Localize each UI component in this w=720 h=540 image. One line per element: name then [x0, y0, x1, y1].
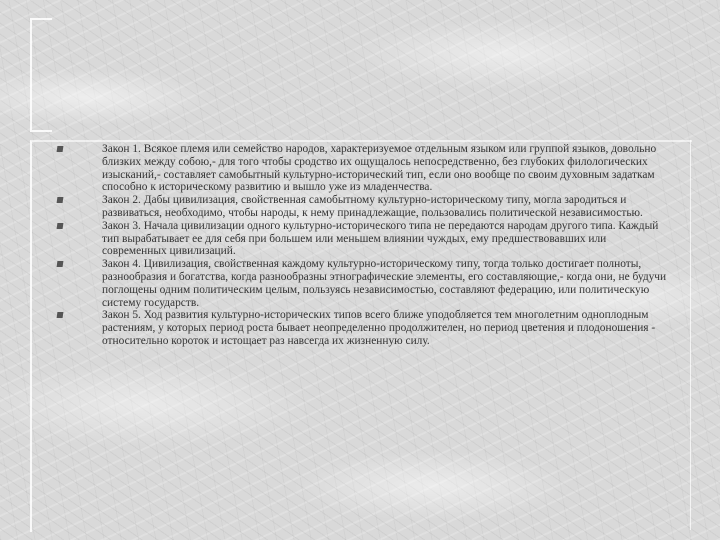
law-text: Закон 4. Цивилизация, свойственная каждому культурно-историческому типу, тогда только достигает полноты, разнообразия и богатства, когда разнообразны этнографические элементы, его составляющие,- когда они, не будучи поглощены одним политическим целым, пользуясь независимостью, составляют федерацию, или политическую систему государств. [102, 258, 667, 309]
list-item [52, 194, 672, 220]
square-bullet-icon [57, 197, 64, 203]
decorative-frame-top [30, 18, 52, 132]
list-item [52, 258, 672, 309]
square-bullet-icon [57, 146, 64, 152]
list-item [52, 143, 672, 194]
square-bullet-icon [57, 261, 64, 267]
law-text: Закон 5. Ход развития культурно-исторических типов всего ближе уподобляется тем многолетним одноплодным растениям, у которых период роста бывает неопределенно продолжителен, но период цветения и плодоношения - относительно короток и истощает раз навсегда их жизненную силу. [102, 309, 656, 347]
square-bullet-icon [57, 223, 64, 229]
square-bullet-icon [57, 312, 64, 318]
list-item [52, 309, 672, 347]
law-text: Закон 2. Дабы цивилизация, свойственная самобытному культурно-историческому типу, могла зародиться и развиваться, необходимо, чтобы народы, к нему принадлежащие, пользовались политической независимостью. [102, 194, 643, 219]
law-text: Закон 1. Всякое племя или семейство народов, характеризуемое отдельным языком или группой языков, довольно близких между собою,- для того чтобы сродство их ощущалось непосредственно, без глубоких филологических изысканий,- составляет самобытный культурно-исторический тип, если оно вообще по своим духовным задаткам способно к историческому развитию и вышло уже из младенчества. [102, 143, 657, 194]
decorative-frame-right [690, 140, 691, 530]
list-item [52, 220, 672, 258]
laws-list [52, 143, 672, 348]
law-text: Закон 3. Начала цивилизации одного культурно-исторического типа не передаются народам другого типа. Каждый тип вырабатывает ее для себя при большем или меньшем влиянии чуждых, ему предшествовавших или современных цивилизаций. [102, 219, 659, 258]
